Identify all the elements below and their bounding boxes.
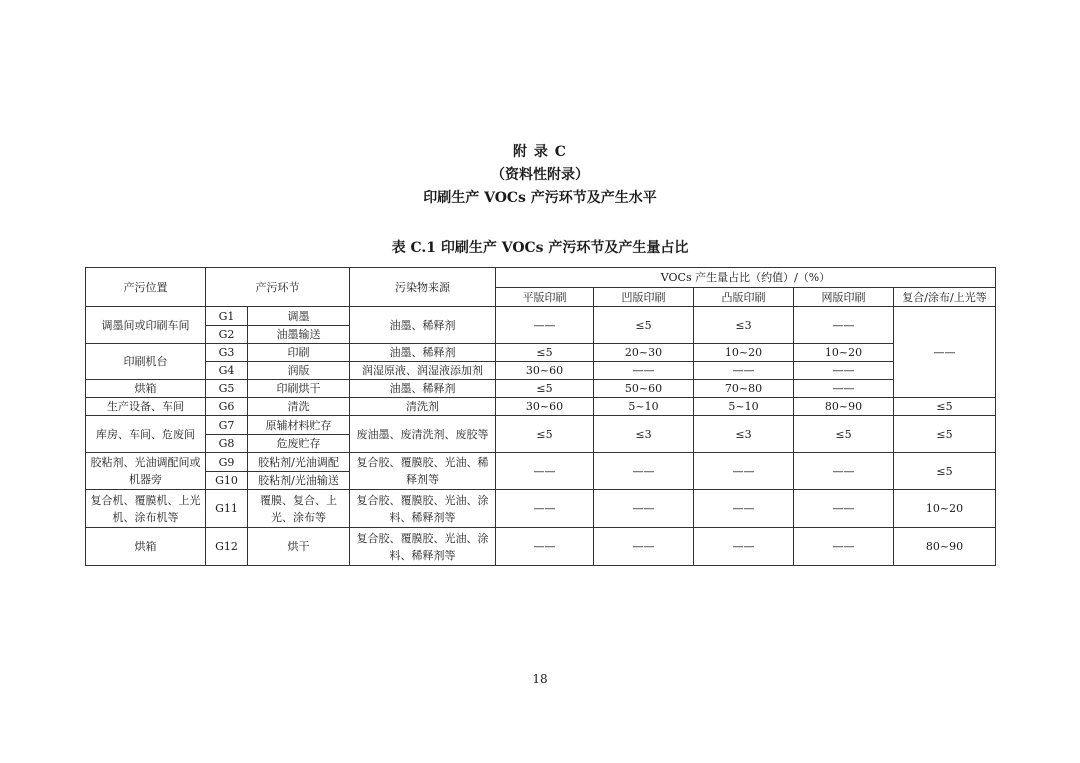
cell-value: ≤5 xyxy=(496,344,594,362)
cell-source: 复合胶、覆膜胶、光油、涂料、稀释剂等 xyxy=(350,490,496,528)
cell-value: —— xyxy=(496,453,594,490)
cell-code: G6 xyxy=(206,398,248,416)
cell-code: G2 xyxy=(206,326,248,344)
appendix-label: 附 录 C xyxy=(513,144,567,160)
header-source: 污染物来源 xyxy=(350,268,496,307)
cell-stage: 胶粘剂/光油输送 xyxy=(248,472,350,490)
cell-value: 10~20 xyxy=(694,344,794,362)
cell-value: —— xyxy=(694,362,794,380)
cell-stage: 危废贮存 xyxy=(248,435,350,453)
cell-stage: 印刷烘干 xyxy=(248,380,350,398)
header-process: 平版印刷 xyxy=(496,288,594,307)
header-process: 凹版印刷 xyxy=(594,288,694,307)
cell-value: ≤3 xyxy=(694,307,794,344)
cell-value: 30~60 xyxy=(496,362,594,380)
cell-source: 油墨、稀释剂 xyxy=(350,380,496,398)
header-stage: 产污环节 xyxy=(206,268,350,307)
cell-stage: 油墨输送 xyxy=(248,326,350,344)
cell-code: G11 xyxy=(206,490,248,528)
cell-stage: 清洗 xyxy=(248,398,350,416)
cell-source: 废油墨、废清洗剂、废胶等 xyxy=(350,416,496,453)
header-vocs-group: VOCs 产生量占比（约值）/（%） xyxy=(496,268,996,288)
header-process: 网版印刷 xyxy=(794,288,894,307)
cell-location: 印刷机台 xyxy=(86,344,206,380)
cell-value: —— xyxy=(794,362,894,380)
cell-source: 润湿原液、润湿液添加剂 xyxy=(350,362,496,380)
cell-value: 10~20 xyxy=(894,490,996,528)
cell-source: 清洗剂 xyxy=(350,398,496,416)
cell-code: G12 xyxy=(206,528,248,566)
cell-value: —— xyxy=(694,490,794,528)
cell-code: G7 xyxy=(206,416,248,435)
cell-value: ≤5 xyxy=(594,307,694,344)
cell-code: G5 xyxy=(206,380,248,398)
cell-value: —— xyxy=(496,307,594,344)
cell-value: ≤3 xyxy=(694,416,794,453)
cell-stage: 调墨 xyxy=(248,307,350,326)
page-number: 18 xyxy=(532,672,548,686)
cell-value: ≤5 xyxy=(894,398,996,416)
table-row xyxy=(86,307,996,326)
table-row xyxy=(86,380,996,398)
cell-value: —— xyxy=(794,528,894,566)
cell-source: 油墨、稀释剂 xyxy=(350,307,496,344)
cell-stage: 印刷 xyxy=(248,344,350,362)
cell-value: —— xyxy=(694,453,794,490)
cell-value: 5~10 xyxy=(594,398,694,416)
header-process: 复合/涂布/上光等 xyxy=(894,288,996,307)
cell-value: —— xyxy=(694,528,794,566)
cell-value: —— xyxy=(496,490,594,528)
table-row xyxy=(86,362,996,380)
cell-location: 调墨间或印刷车间 xyxy=(86,307,206,344)
table-row xyxy=(86,453,996,472)
cell-code: G8 xyxy=(206,435,248,453)
cell-value: —— xyxy=(496,528,594,566)
cell-stage: 原辅材料贮存 xyxy=(248,416,350,435)
cell-code: G3 xyxy=(206,344,248,362)
cell-source: 油墨、稀释剂 xyxy=(350,344,496,362)
cell-value: —— xyxy=(594,453,694,490)
cell-location: 生产设备、车间 xyxy=(86,398,206,416)
cell-value: ≤5 xyxy=(794,416,894,453)
appendix-type: （资料性附录） xyxy=(491,167,589,183)
cell-value: —— xyxy=(594,362,694,380)
table-row xyxy=(86,528,996,566)
cell-location: 复合机、覆膜机、上光机、涂布机等 xyxy=(86,490,206,528)
cell-value: 30~60 xyxy=(496,398,594,416)
cell-location: 烘箱 xyxy=(86,380,206,398)
header-row-1 xyxy=(86,268,996,288)
cell-value: —— xyxy=(794,307,894,344)
cell-value: 50~60 xyxy=(594,380,694,398)
header-process: 凸版印刷 xyxy=(694,288,794,307)
table-row xyxy=(86,398,996,416)
table-caption: 表 C.1 印刷生产 VOCs 产污环节及产生量占比 xyxy=(391,240,689,256)
header-location: 产污位置 xyxy=(86,268,206,307)
cell-value: —— xyxy=(794,490,894,528)
cell-code: G1 xyxy=(206,307,248,326)
cell-value: —— xyxy=(894,307,996,398)
cell-stage: 覆膜、复合、上光、涂布等 xyxy=(248,490,350,528)
cell-source: 复合胶、覆膜胶、光油、稀释剂等 xyxy=(350,453,496,490)
cell-value: ≤5 xyxy=(496,380,594,398)
cell-code: G10 xyxy=(206,472,248,490)
cell-location: 胶粘剂、光油调配间或机器旁 xyxy=(86,453,206,490)
cell-stage: 烘干 xyxy=(248,528,350,566)
cell-value: —— xyxy=(594,528,694,566)
cell-value: ≤5 xyxy=(894,416,996,453)
cell-value: 80~90 xyxy=(794,398,894,416)
cell-stage: 润版 xyxy=(248,362,350,380)
cell-value: 5~10 xyxy=(694,398,794,416)
appendix-title: 印刷生产 VOCs 产污环节及产生水平 xyxy=(423,190,657,206)
vocs-table xyxy=(85,267,996,566)
cell-value: 20~30 xyxy=(594,344,694,362)
cell-value: —— xyxy=(794,380,894,398)
cell-source: 复合胶、覆膜胶、光油、涂料、稀释剂等 xyxy=(350,528,496,566)
cell-code: G4 xyxy=(206,362,248,380)
table-row xyxy=(86,344,996,362)
cell-value: ≤5 xyxy=(496,416,594,453)
cell-location: 库房、车间、危废间 xyxy=(86,416,206,453)
table-row xyxy=(86,490,996,528)
cell-location: 烘箱 xyxy=(86,528,206,566)
cell-value: ≤5 xyxy=(894,453,996,490)
cell-value: —— xyxy=(794,453,894,490)
cell-stage: 胶粘剂/光油调配 xyxy=(248,453,350,472)
cell-code: G9 xyxy=(206,453,248,472)
cell-value: ≤3 xyxy=(594,416,694,453)
table-row xyxy=(86,416,996,435)
cell-value: 80~90 xyxy=(894,528,996,566)
cell-value: 10~20 xyxy=(794,344,894,362)
cell-value: —— xyxy=(594,490,694,528)
cell-value: 70~80 xyxy=(694,380,794,398)
